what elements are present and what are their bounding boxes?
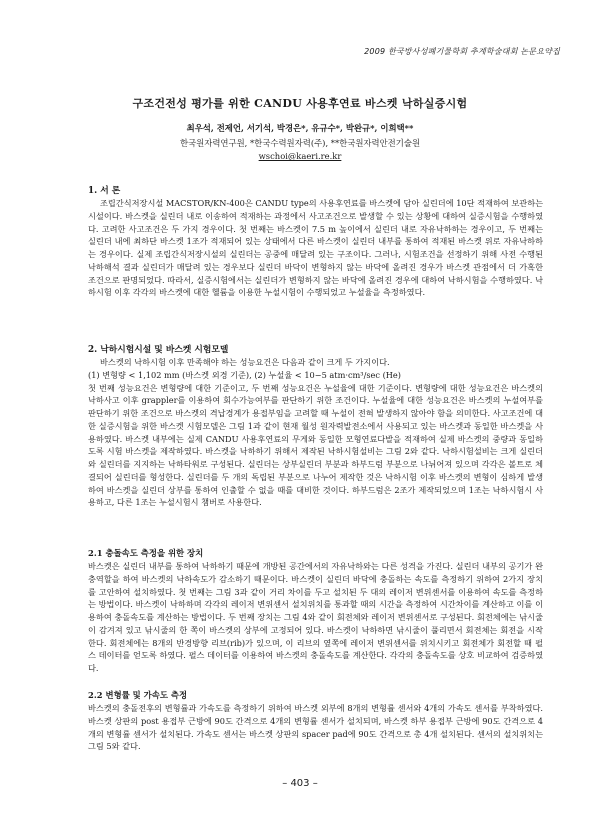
requirements-line: (1) 변형량 < 1,102 mm (바스켓 외경 기준), (2) 누설율 < 10−5 atm·cm³/sec (He)	[88, 369, 401, 380]
subsection-body-strain-acceleration	[88, 702, 543, 753]
subsection-heading-strain-acceleration: 2.2 변형률 및 가속도 측정	[88, 690, 188, 700]
section-heading-introduction: 1. 서 론	[88, 186, 121, 196]
paragraph: 조립간식저장시설 MACSTOR/KN-400은 CANDU type의 사용후연료를 바스켓에 담아 실린더에 10단 적재하여 보관하는 시설이다. 바스켓을 실린더 내로 이송하여 적재하는 과정에서 사고조건으로 발생할 수 있는 상황에 대하여 실증시험을 수행하였다. 고려한 사고조건은 두 가지 경우이다. 첫 번째는 바스켓이 7.5 m 높이에서 실린더 내로 자유낙하하는 경우이고, 두 번째는 실린더 내에 최하단 바스켓 1조가 적재되어 있는 상태에서 다른 바스켓이 실린더 내부를 통하여 적재된 바스켓 위로 자유낙하하는 경우이다. 실제 조립간식저장시설의 실린더는 공중에 매달려 있는 구조이다. 그러나, 시험조건을 선정하기 위해 사전 수행된 낙하해석 결과 실린더가 매달려 있는 경우보다 실린더 바닥이 변형하지 않는 바닥에 올려진 경우가 바스켓 관점에서 더 가혹한 조건으로 판명되었다. 따라서, 실증시험에서는 실린더가 변형하지 않는 바닥에 올려진 경우에 대하여 낙하시험을 수행하였다. 낙하시험 이후 각각의 바스켓에 대한 헬륨을 이용한 누설시험이 수행되었고 누설율을 측정하였다.	[88, 198, 544, 298]
paragraph: 바스켓의 충돌전후의 변형률과 가속도를 측정하기 위하여 바스켓 외부에 8개의 변형률 센서와 4개의 가속도 센서를 부착하였다. 바스켓 상판의 post 용접부 근방에 90도 간격으로 4개의 변형률 센서가 설치되며, 바스켓 하부 용접부 근방에 90도 간격으로 4개의 변형률 센서가 설치된다. 가속도 센서는 바스켓 상판의 spacer pad에 90도 간격으로 총 4개 설치된다. 센서의 설치위치는 그림 5와 같다.	[88, 703, 543, 752]
author-email: wschoi@kaeri.re.kr	[258, 151, 342, 161]
section-body-introduction	[88, 197, 543, 299]
paper-title: 구조건전성 평가를 위한 CANDU 사용후연료 바스켓 낙하실증시험	[132, 97, 468, 110]
affiliation: 한국원자력연구원, *한국수력원자력(주), **한국원자력안전기술원	[179, 138, 421, 148]
paragraph: 바스켓은 실린더 내부를 통하여 낙하하기 때문에 개방된 공간에서의 자유낙하와는 다른 성격을 가진다. 실린더 내부의 공기가 완충역할을 하여 바스켓의 낙하속도가 감소하기 때문이다. 바스켓이 실린더 바닥에 충돌하는 속도를 측정하기 위하여 2가지 장치를 고안하여 설치하였다. 첫 번째는 그림 3과 같이 거리 차이를 두고 설치된 두 대의 레이저 변위센서를 이용하여 속도를 측정하는 방법이다. 바스켓이 낙하하며 각각의 레이저 변위센서 설치위치를 통과할 때의 시간을 측정하여 시간차이를 계산하고 이를 이용하여 충돌속도를 계산하는 방법이다. 두 번째 장치는 그림 4와 같이 회전체와 레이저 변위센서로 구성된다. 회전체에는 낚시줄이 감겨져 있고 낚시줄의 한 쪽이 바스켓의 상부에 고정되어 있다. 바스켓이 낙하하면 낚시줄이 풀리면서 회전체는 회전을 시작한다. 회전체에는 8개의 반경방향 리브(rib)가 있으며, 이 리브의 옆쪽에 레이저 변위센서를 위치시키고 회전체가 회전할 때 펄스 데이터를 얻도록 하였다. 펄스 데이터를 이용하여 바스켓의 충돌속도를 계산한다. 각각의 충돌속도를 상호 비교하여 검증하였다.	[88, 561, 543, 673]
section-body-test-facility	[88, 356, 543, 509]
author-list: 최우석, 전제언, 서기석, 박경은*, 유규수*, 박완규*, 이희택**	[186, 123, 414, 133]
section-heading-test-facility: 2. 낙하시험시설 및 바스켓 시험모델	[88, 345, 229, 355]
paragraph: 바스켓의 낙하시험 이후 만족해야 하는 성능요건은 다음과 같이 크게 두 가지이다.	[100, 357, 390, 367]
subsection-body-impact-velocity	[88, 560, 543, 675]
paragraph: 첫 번째 성능요건은 변형량에 대한 기준이고, 두 번째 성능요건은 누설율에 대한 기준이다. 변형량에 대한 성능요건은 바스켓의 낙하사고 이후 grappler를 이용하여 회수가능여부를 판단하기 위한 조건이다. 누설율에 대한 성능요건은 바스켓의 누설여부를 판단하기 위한 조건으로 바스켓의 격납경계가 용접부임을 고려할 때 누설이 전혀 발생하지 않아야 함을 의미한다. 사고조건에 대한 실증시험을 위한 바스켓 시험모델은 그림 1과 같이 현재 월성 원자력발전소에서 사용되고 있는 바스켓과 동일한 바스켓을 사용하였다. 바스켓 내부에는 실제 CANDU 사용후연료의 무게와 동일한 모형연료다발을 적재하여 실제 바스켓의 중량과 동일하도록 시험 바스켓을 제작하였다. 바스켓을 낙하하기 위해서 제작된 낙하시험설비는 그림 2와 같다. 낙하시험설비는 크게 실린더와 실린더를 지지하는 낙하타워로 구성된다. 실린더는 상부실린더 부분과 하부드럼 부분으로 나뉘어져 있으며 각각은 볼트로 체결되어 실린더를 형성한다. 실린더를 두 개의 독립된 부분으로 나누어 제작한 것은 낙하시험 이후 바스켓의 변형이 심하게 발생하여 바스켓을 실린더 상부를 통하여 인출할 수 없을 때를 대비한 것이다. 하부드럼은 2조가 제작되었으며 1조는 낙하시험시 사용하고, 다른 1조는 누설시험시 챔버로 사용한다.	[88, 382, 543, 508]
subsection-heading-impact-velocity: 2.1 충돌속도 측정을 위한 장치	[88, 548, 204, 558]
page-number: – 403 –	[282, 778, 318, 789]
running-head: 2009 한국방사성폐기물학회 추계학술대회 논문요약집	[364, 47, 560, 56]
